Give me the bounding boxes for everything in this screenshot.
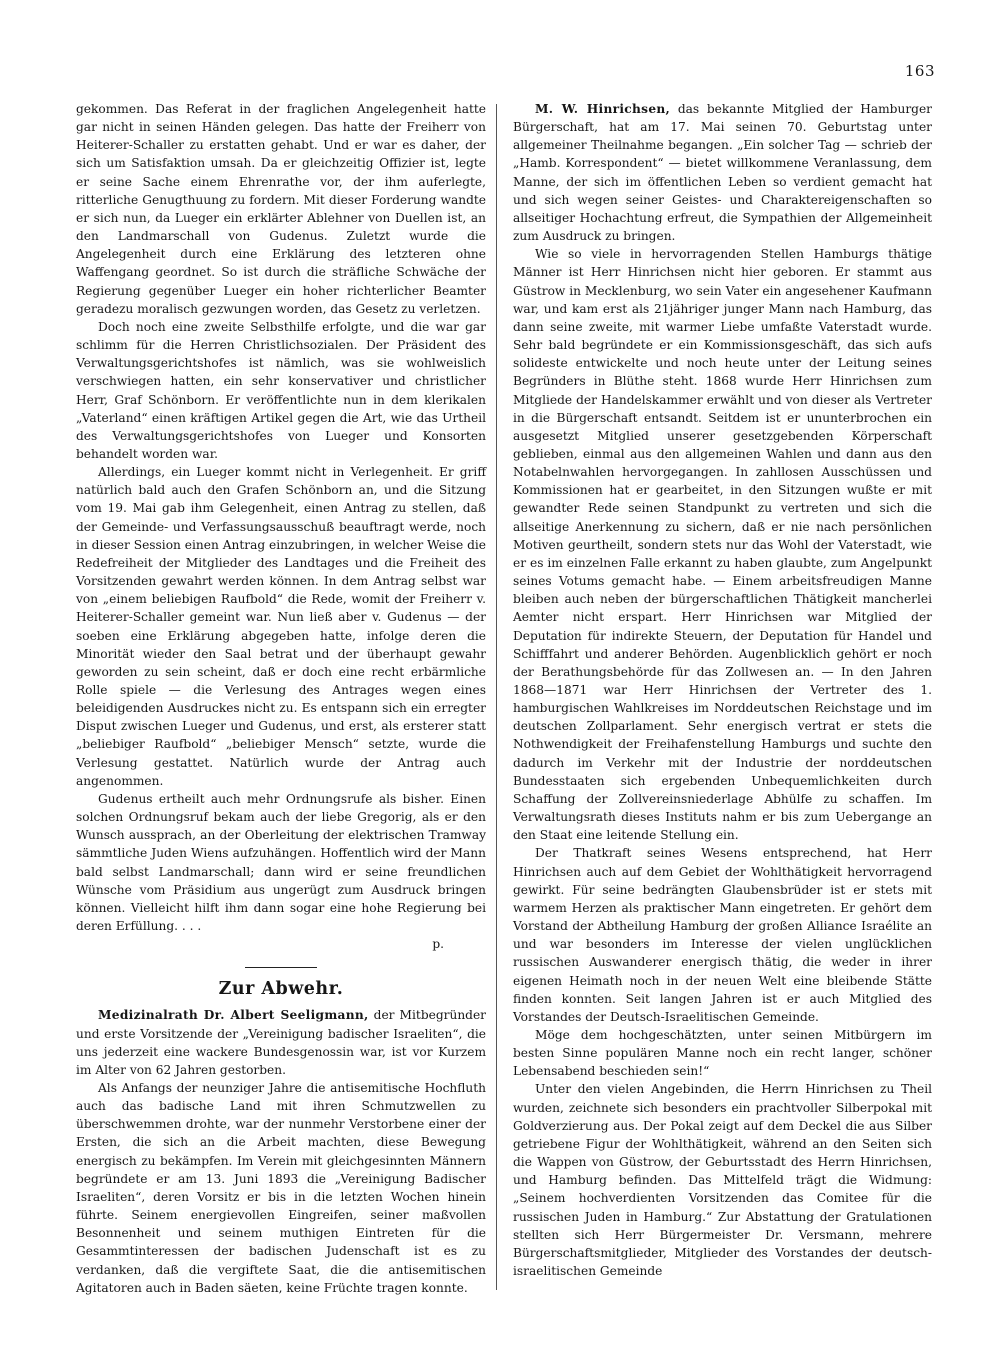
article-paragraph: Als Anfangs der neunziger Jahre die antisemitische Hochfluth auch das badische Land mit ihren Schmutzwellen zu überschwemmen drohte, war der nunmehr Verstorbene einer der Ersten, die sich an die Arbeit machten, diese Bewegung energisch zu bekämpfen. Im Verein mit gleichgesinnten Männern begründete er am 13. Juni 1893 die „Vereinigung Badischer Israeliten“, deren Vorsitz er bis in die letzten Wochen hinein führte. Seinem energievollen Eingreifen, seiner maßvollen Besonnenheit und seinem muthigen Eintreten für die Gesammtinteressen der badischen Judenschaft ist es zu verdanken, daß die vergiftete Saat, die die antisemitischen Agitatoren auch in Baden säeten, keine Früchte tragen konnte.: [76, 1080, 486, 1295]
article-paragraph: Möge dem hochgeschätzten, unter seinen Mitbürgern im besten Sinne populären Manne noch ein recht langer, schöner Lebensabend beschieden sein!“: [513, 1027, 932, 1079]
article-paragraph: Wie so viele in hervorragenden Stellen Hamburgs thätige Männer ist Herr Hinrichsen nicht hier geboren. Er stammt aus Güstrow in Mecklenburg, wo sein Vater ein angesehener Kaufmann war, und kam erst als 21jähriger junger Mann nach Hamburg, das dann seine zweite, mit warmer Liebe umfaßte Vaterstadt wurde. Sehr bald begründete er ein Kommissionsgeschäft, das sich aufs solideste entwickelte und noch heute unter der Leitung seines Begründers in Blüthe steht. 1868 wurde Herr Hinrichsen zum Mitgliede der Handelskammer erwählt und von dieser als Vertreter in die Bürgerschaft entsandt. Seitdem ist er ununterbrochen ein ausgesetzt Mitglied unserer gesetzgebenden Körperschaft geblieben, einmal aus den allgemeinen Wahlen und dann aus den Notabelnwahlen hervorgegangen. In zahllosen Ausschüssen und Kommissionen hat er gearbeitet, in den Sitzungen wußte er mit gewandter Rede seinen Standpunkt zu vertreten und sich die allseitige Anerkennung zu sichern, daß er nie nach persönlichen Motiven geurtheilt, sondern stets nur das Wohl der Vaterstadt, wie er es im einzelnen Falle erkannt zu haben glaubte, zum Angelpunkt seines Votums gemacht habe. — Einem arbeitsfreudigen Manne bleiben auch neben der bürgerschaftlichen Thätigkeit mancherlei Aemter nicht erspart. Herr Hinrichsen war Mitglied der Deputation für indirekte Steuern, der Deputation für Handel und Schifffahrt und anderer Behörden. Augenblicklich gehört er noch der Berathungsbehörde für das Zollwesen an. — In den Jahren 1868—1871 war Herr Hinrichsen der Vertreter des 1. hamburgischen Wahlkreises im Norddeutschen Reichstage und im deutschen Zollparlament. Sehr energisch vertrat er stets die Nothwendigkeit der Freihafenstellung Hamburgs und suchte den dadurch im Verkehr mit der Industrie der norddeutschen Bundesstaaten sich ergebenden Unbequemlichkeiten durch Schaffung der Zollvereinsniederlage Abhülfe zu schaffen. Im Verwaltungsrath dieses Instituts nahm er bis zum Uebergange an den Staat eine leitende Stellung ein.: [513, 247, 932, 843]
author-signature: p.: [432, 937, 444, 952]
article-name: M. W. Hinrichsen,: [535, 102, 671, 116]
column-divider: [496, 104, 497, 1290]
right-column: [513, 100, 932, 1280]
obituary-name: Medizinalrath Dr. Albert Seeligmann,: [98, 1008, 369, 1023]
obituary-text: der Mitbegründer und erste Vorsitzende der „Vereinigung badischer Israeliten“, die uns jederzeit eine wackere Bundesgenossin war, ist vor Kurzem im Alter von 62 Jahren gestorben.: [76, 1008, 487, 1077]
obituary-intro: [76, 1006, 486, 1079]
article-intro: [513, 100, 932, 245]
section-heading: Zur Abwehr.: [218, 979, 344, 1000]
article-paragraph: gekommen. Das Referat in der fraglichen Angelegenheit hatte gar nicht in seinen Händen gelegen. Das hatte der Freiherr von Heiterer-Schaller zu erstatten gehabt. Und er war es daher, der sich um Satisfaktion umsah. Da er gleichzeitig Offizier ist, legte er seine Sache einem Ehrenrathe vor, der ihm auferlegte, ritterliche Genugthuung zu fordern. Mit dieser Forderung wandte er sich nun, da Lueger ein erklärter Ablehner von Duellen ist, an den Landmarschall von Gudenus. Zuletzt wurde die Angelegenheit durch eine Erklärung des letzteren ohne Waffengang geordnet. So ist durch die sträfliche Schwäche der Regierung gegenüber Lueger ein hoher richterlicher Beamter geradezu moralisch gezwungen worden, das Gesetz zu verletzen.: [76, 102, 486, 316]
section-rule: [245, 967, 317, 968]
left-column: [76, 100, 486, 1297]
article-paragraph: Der Thatkraft seines Wesens entsprechend, hat Herr Hinrichsen auch auf dem Gebiet der Wohlthätigkeit hervorragend gewirkt. Für seine bedrängten Glaubensbrüder ist er stets mit warmem Herzen als praktischer Mann eingetreten. Er gehört dem Vorstand der Abtheilung Hamburg der großen Alliance Israélite an und war besonders im Interesse der vielen unglücklichen russischen Auswanderer energisch thätig, die weder in ihrer eigenen Heimath noch in der neuen Welt eine bleibende Stätte finden konnten. Seit langen Jahren ist er auch Mitglied des Vorstandes der Deutsch-Israelitischen Gemeinde.: [513, 846, 932, 1024]
article-text: das bekannte Mitglied der Hamburger Bürgerschaft, hat am 17. Mai seinen 70. Geburtstag unter allgemeiner Theilnahme begangen. „Ein solcher Tag — schrieb der „Hamb. Korrespondent“ — bietet willkommene Veranlassung, dem Manne, der sich im öffentlichen Leben so verdient gemacht hat und sich wegen seiner Geistes- und Charaktereigenschaften so allseitiger Hochachtung erfreut, die Sympathien der Allgemeinheit zum Ausdruck zu bringen.: [513, 102, 932, 244]
page-number: 163: [904, 62, 935, 80]
article-paragraph: Unter den vielen Angebinden, die Herrn Hinrichsen zu Theil wurden, zeichnete sich besonders ein prachtvoller Silberpokal mit Goldverzierung aus. Der Pokal zeigt auf dem Deckel die aus Silber getriebene Figur der Wohlthätigkeit, während an den Seiten sich die Wappen von Güstrow, der Geburtsstadt des Herrn Hinrichsen, und Hamburg befinden. Das Mittelfeld trägt die Widmung: „Seinem hochverdienten Vorsitzenden das Comitee für die russischen Juden in Hamburg.“ Zur Abstattung der Gratulationen stellten sich Herr Bürgermeister Dr. Versmann, mehrere Bürgerschaftsmitglieder, Mitglieder des Vorstandes der deutsch-israelitischen Gemeinde: [513, 1082, 932, 1278]
article-paragraph: Doch noch eine zweite Selbsthilfe erfolgte, und die war gar schlimm für die Herren Christlichsozialen. Der Präsident des Verwaltungsgerichtshofes ist nämlich, was sie wohlweislich verschwiegen hatten, ein sehr konservativer und christlicher Herr, Graf Schönborn. Er veröffentlichte nun in dem klerikalen „Vaterland“ einen kräftigen Artikel gegen die Art, wie das Urtheil des Verwaltungsgerichtshofes von Lueger und Konsorten behandelt worden war.: [76, 319, 486, 461]
article-paragraph: Allerdings, ein Lueger kommt nicht in Verlegenheit. Er griff natürlich bald auch den Grafen Schönborn an, und die Sitzung vom 19. Mai gab ihm Gelegenheit, einen Antrag zu stellen, daß der Gemeinde- und Verfassungsausschuß beauftragt werde, noch in dieser Session einen Antrag einzubringen, in welcher Weise die Redefreiheit der Mitglieder des Landtages und die Freiheit des Vorsitzenden gewahrt werden können. In dem Antrag selbst war von „einem beliebigen Raufbold“ die Rede, womit der Freiherr v. Heiterer-Schaller gemeint war. Nun ließ aber v. Gudenus — der soeben eine Erklärung abgegeben hatte, infolge deren die Minorität wieder den Saal betrat und der überhaupt gewahr geworden zu sein scheint, daß er doch eine recht erbärmliche Rolle spiele — die Verlesung des Antrages wegen eines beleidigenden Ausdruckes nicht zu. Es entspann sich ein erregter Disput zwischen Lueger und Gudenus, und erst, als ersterer statt „beliebiger Raufbold“ „beliebiger Mensch“ setzte, wurde die Verlesung gestattet. Natürlich wurde der Antrag auch angenommen.: [76, 465, 486, 788]
article-paragraph: Gudenus ertheilt auch mehr Ordnungsrufe als bisher. Einen solchen Ordnungsruf bekam auch der liebe Gregorig, als er den Wunsch aussprach, an der Oberleitung der elektrischen Tramway sämmtliche Juden Wiens aufzuhängen. Hoffentlich wird der Mann bald selbst Landmarschall; dann wird er seine freundlichen Wünsche vom Präsidium aus ungerügt zum Ausdruck bringen können. Vielleicht hilft ihm dann sogar eine hohe Regierung bei deren Erfüllung. . . .: [76, 791, 486, 934]
